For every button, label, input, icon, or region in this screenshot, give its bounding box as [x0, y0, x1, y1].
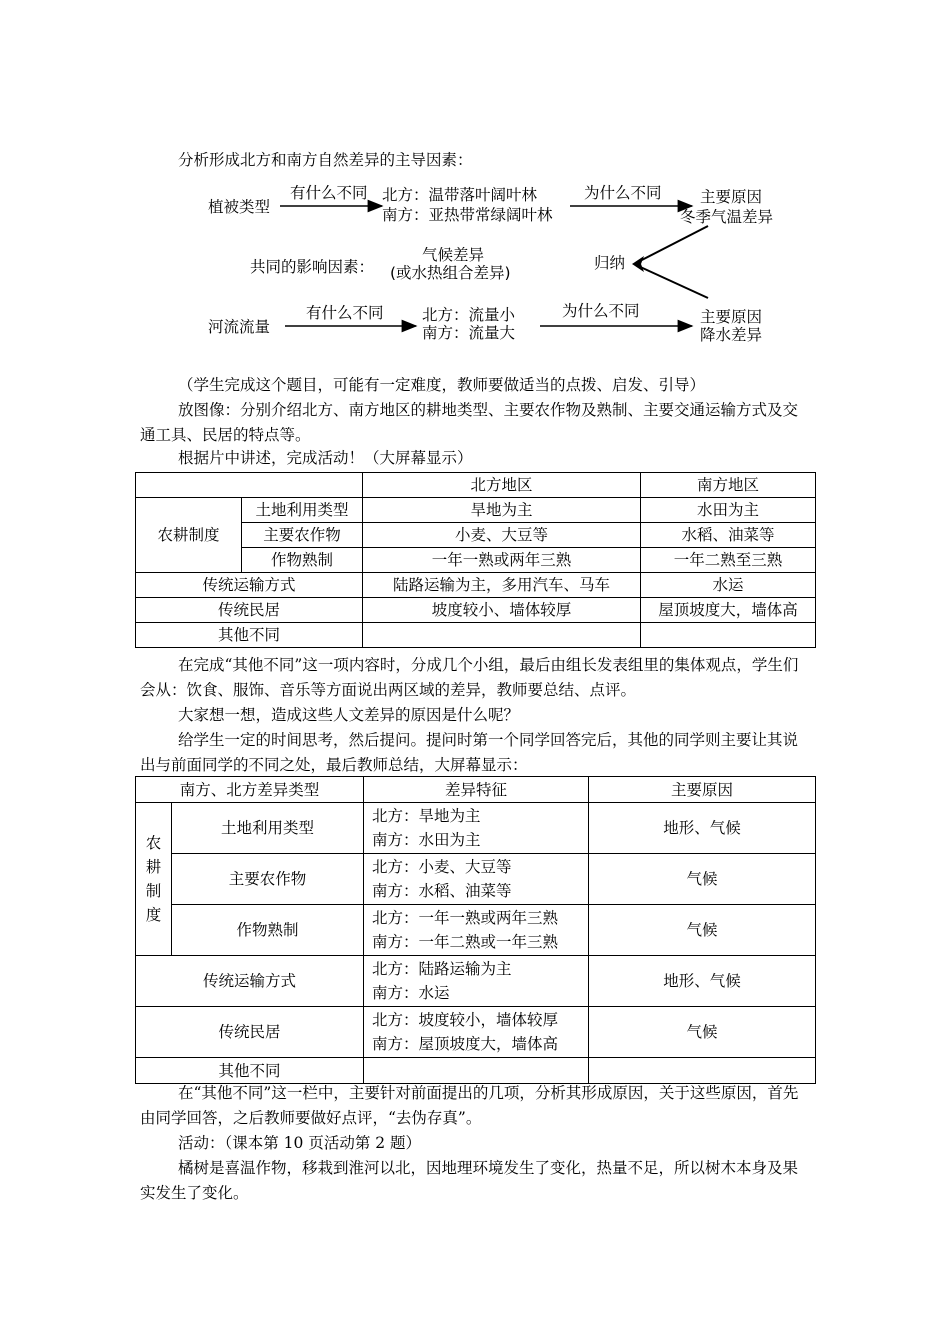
table-cell: 水运 [641, 573, 816, 598]
paragraph-question: 大家想一想，造成这些人文差异的原因是什么呢？ [178, 706, 520, 724]
row-header: 作物熟制 [172, 905, 364, 956]
arrow-label-what-top: 有什么不同 [290, 184, 368, 202]
table-cell: 屋顶坡度大，墙体高 [641, 598, 816, 623]
table-cell [589, 1058, 816, 1084]
column-header: 南方地区 [641, 473, 816, 498]
south-feature: 南方：水稻、油菜等 [372, 882, 512, 900]
table-cell [363, 623, 641, 648]
row-header: 其他不同 [136, 623, 363, 648]
vertical-char: 度 [145, 906, 162, 924]
table-cell: 气候 [589, 1007, 816, 1058]
paragraph-discussion: 给学生一定的时间思考，然后提问。提问时第一个同学回答完后，其他的同学则主要让其说出与前面同学的不同之处，最后教师总结，大屏幕显示： [140, 731, 799, 774]
table-cell [641, 623, 816, 648]
arrow-converge-bottom [636, 265, 708, 298]
row-header: 传统民居 [136, 1007, 364, 1058]
intro-text: 分析形成北方和南方自然差异的主导因素： [178, 151, 473, 169]
north-river: 北方：流量小 [422, 306, 516, 324]
table-cell: 气候 [589, 854, 816, 905]
paragraph-textbook-activity: 活动：（课本第 10 页活动第 2 题） [178, 1134, 422, 1152]
vegetation-label: 植被类型 [208, 198, 271, 216]
table-row [136, 573, 816, 598]
table-cell: 小麦、大豆等 [363, 523, 641, 548]
table-row [136, 905, 816, 956]
summarize-label: 归纳 [594, 254, 626, 272]
cause-top-title: 主要原因 [700, 188, 763, 206]
common-factor-value2: (或水热组合差异) [390, 264, 511, 282]
column-header: 北方地区 [363, 473, 641, 498]
row-header: 传统运输方式 [136, 573, 363, 598]
table-row [136, 598, 816, 623]
paragraph-groups: 在完成“其他不同”这一项内容时，分成几个小组，最后由组长发表组里的集体观点，学生们会从：饮食、服饰、音乐等方面说出两区域的差异，教师要总结、点评。 [140, 656, 799, 699]
row-header: 土地利用类型 [172, 803, 364, 854]
table-row [136, 956, 816, 1007]
cause-top-value: 冬季气温差异 [680, 208, 774, 226]
table-cell [364, 854, 589, 905]
north-feature: 北方：小麦、大豆等 [372, 858, 512, 876]
table-cell: 水田为主 [641, 498, 816, 523]
factor-diagram [200, 176, 800, 348]
arrow-label-what-bottom: 有什么不同 [306, 304, 384, 322]
table-cell: 地形、气候 [589, 803, 816, 854]
north-feature: 北方：坡度较小，墙体较厚 [372, 1011, 559, 1029]
north-feature: 北方：一年一熟或两年三熟 [372, 909, 559, 927]
table-cell: 气候 [589, 905, 816, 956]
vertical-char: 农 [145, 834, 162, 852]
table-cell: 旱地为主 [363, 498, 641, 523]
comparison-table-causes [135, 776, 816, 1084]
common-factor-value1: 气候差异 [422, 246, 485, 264]
south-feature: 南方：一年二熟或一年三熟 [372, 933, 559, 951]
paragraph-images: 放图像：分别介绍北方、南方地区的耕地类型、主要农作物及熟制、主要交通运输方式及交通工具、民居的特点等。 [140, 401, 799, 444]
table-cell [364, 1007, 589, 1058]
table-cell [364, 803, 589, 854]
arrow-label-why-top: 为什么不同 [584, 184, 662, 202]
table-cell: 一年一熟或两年三熟 [363, 548, 641, 573]
arrow-converge-head [632, 256, 644, 272]
north-feature: 北方：旱地为主 [372, 807, 481, 825]
cause-bottom-value: 降水差异 [700, 326, 763, 344]
comparison-table-activity [135, 472, 816, 648]
column-header: 南方、北方差异类型 [136, 777, 364, 803]
table-row [136, 777, 816, 803]
table-row [136, 803, 816, 854]
paragraph-activity: 根据片中讲述，完成活动！（大屏幕显示） [178, 449, 473, 467]
arrow-converge-top [636, 226, 708, 263]
south-feature: 南方：水运 [372, 984, 450, 1002]
table-row [136, 1058, 816, 1084]
row-header: 其他不同 [136, 1058, 364, 1084]
row-group-header [136, 803, 172, 956]
river-label: 河流流量 [208, 318, 271, 336]
row-header: 传统民居 [136, 598, 363, 623]
table-cell [364, 956, 589, 1007]
south-feature: 南方：屋顶坡度大，墙体高 [372, 1035, 559, 1053]
table-row [136, 498, 816, 523]
paragraph-hint: （学生完成这个题目，可能有一定难度，教师要做适当的点拨、启发、引导） [178, 376, 706, 394]
row-header: 主要农作物 [172, 854, 364, 905]
table-cell [364, 1058, 589, 1084]
table-row [136, 854, 816, 905]
south-feature: 南方：水田为主 [372, 831, 481, 849]
row-header: 作物熟制 [242, 548, 363, 573]
north-vegetation: 北方：温带落叶阔叶林 [382, 186, 538, 204]
table-row [136, 1007, 816, 1058]
table-cell [136, 473, 363, 498]
table-cell: 陆路运输为主，多用汽车、马车 [363, 573, 641, 598]
table-row [136, 623, 816, 648]
paragraph-other-analysis: 在“其他不同”这一栏中，主要针对前面提出的几项，分析其形成原因，关于这些原因，首先由同学回答，之后教师要做好点评，“去伪存真”。 [140, 1084, 799, 1127]
vertical-char: 耕 [145, 858, 162, 876]
row-header: 土地利用类型 [242, 498, 363, 523]
table-cell [364, 905, 589, 956]
south-vegetation: 南方：亚热带常绿阔叶林 [382, 206, 553, 224]
row-header: 传统运输方式 [136, 956, 364, 1007]
table-cell: 坡度较小、墙体较厚 [363, 598, 641, 623]
table-cell: 地形、气候 [589, 956, 816, 1007]
table-cell: 水稻、油菜等 [641, 523, 816, 548]
column-header: 主要原因 [589, 777, 816, 803]
arrow-label-why-bottom: 为什么不同 [562, 302, 640, 320]
common-factors-label: 共同的影响因素： [250, 258, 375, 276]
row-header: 主要农作物 [242, 523, 363, 548]
table-row [136, 473, 816, 498]
table-cell: 一年二熟至三熟 [641, 548, 816, 573]
south-river: 南方：流量大 [422, 324, 516, 342]
north-feature: 北方：陆路运输为主 [372, 960, 512, 978]
row-group-header: 农耕制度 [136, 498, 242, 573]
paragraph-orange-tree: 橘树是喜温作物，移栽到淮河以北，因地理环境发生了变化，热量不足，所以树木本身及果实发生了变化。 [140, 1159, 799, 1202]
cause-bottom-title: 主要原因 [700, 308, 763, 326]
column-header: 差异特征 [364, 777, 589, 803]
vertical-char: 制 [145, 882, 162, 900]
